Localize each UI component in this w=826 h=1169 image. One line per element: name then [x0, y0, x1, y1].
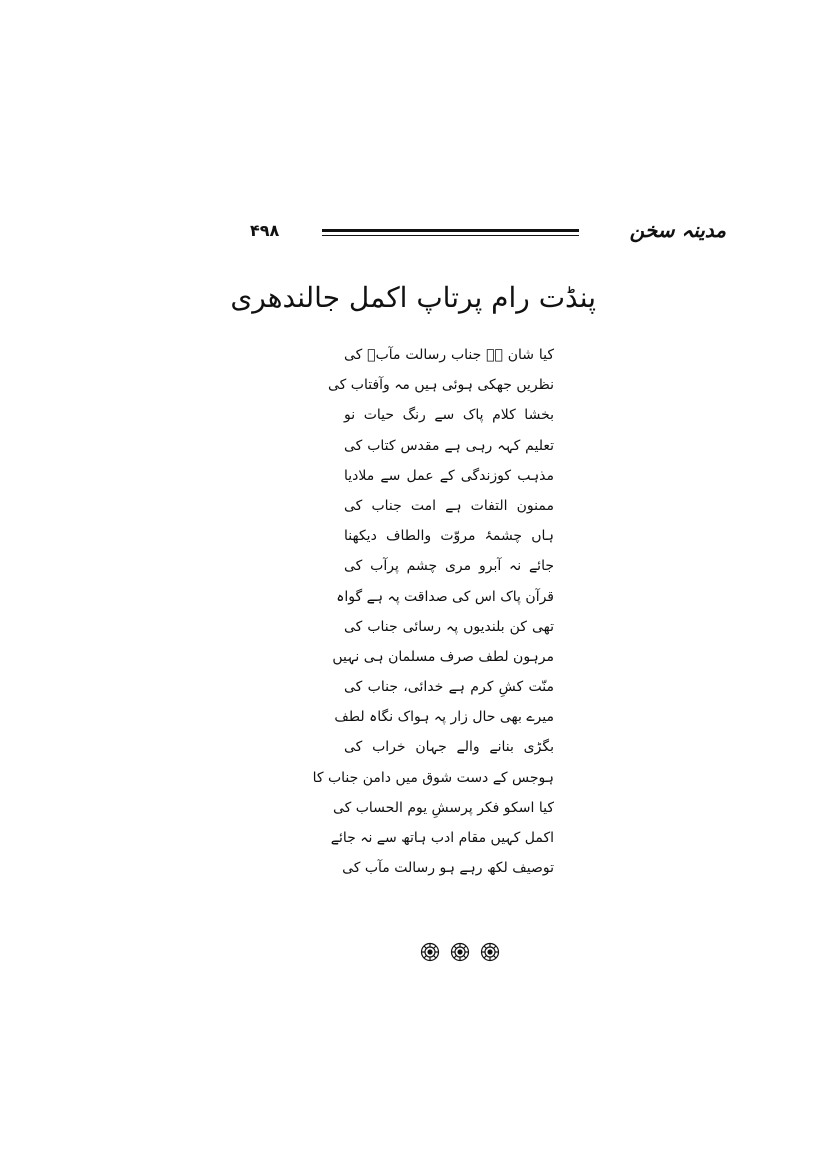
verse-line: کیا شان ہے جناب رسالت مآبؐ کی: [344, 347, 554, 363]
verse-line: توصیف لکھ رہے ہو رسالت مآب کی: [342, 860, 554, 877]
verse-line: تھی کن بلندیوں پہ رسائی جناب کی: [344, 618, 554, 635]
ornament-row: [420, 942, 500, 962]
page-number: ۴۹۸: [250, 221, 280, 240]
verse-line: مذہب کوزندگی کے عمل سے ملادیا: [344, 467, 554, 484]
verse-line: ممنون التفات ہے امت جناب کی: [344, 497, 554, 514]
floral-rosette-icon: [450, 942, 470, 962]
verse-line: منّت کشِ کرم ہے خدائی، جناب کی: [344, 679, 554, 696]
verse-line: نظریں جھکی ہوئی ہیں مہ وآفتاب کی: [327, 377, 554, 394]
verse-line: تعلیم کہہ رہی ہے مقدس کتاب کی: [344, 437, 554, 454]
header-rule-thick: [322, 229, 579, 232]
running-title: مدینہ سخن: [629, 218, 726, 242]
header-rule: [322, 229, 579, 236]
verse-line: ہوجس کے دست شوق میں دامن جناب کا: [312, 769, 554, 786]
verse-line: مرہون لطف صرف مسلمان ہی نہیں: [332, 648, 554, 665]
verse-list: [312, 340, 554, 883]
poet-heading: پنڈت رام پرتاپ اکمل جالندھری: [230, 281, 596, 314]
floral-rosette-icon: [480, 942, 500, 962]
verse-line: بگڑی بنانے والے جہان خراب کی: [344, 739, 554, 756]
floral-rosette-icon: [420, 942, 440, 962]
verse-line: اکمل کہیں مقام ادب ہاتھ سے نہ جائے: [330, 830, 554, 846]
verse-line: ہاں چشمۂ مروّت والطاف دیکھنا: [344, 528, 554, 545]
verse-line: جائے نہ آبرو مری چشم پرآب کی: [344, 558, 554, 575]
header-rule-thin: [322, 235, 579, 236]
verse-line: قرآن پاک اس کی صداقت پہ ہے گواہ: [336, 588, 554, 605]
verse-line: کیا اسکو فکر پرسشِ یوم الحساب کی: [332, 799, 554, 816]
verse-line: میرے بھی حال زار پہ ہواک نگاہ لطف: [334, 709, 554, 726]
verse-line: بخشا کلام پاک سے رنگ حیات نو: [344, 407, 554, 424]
